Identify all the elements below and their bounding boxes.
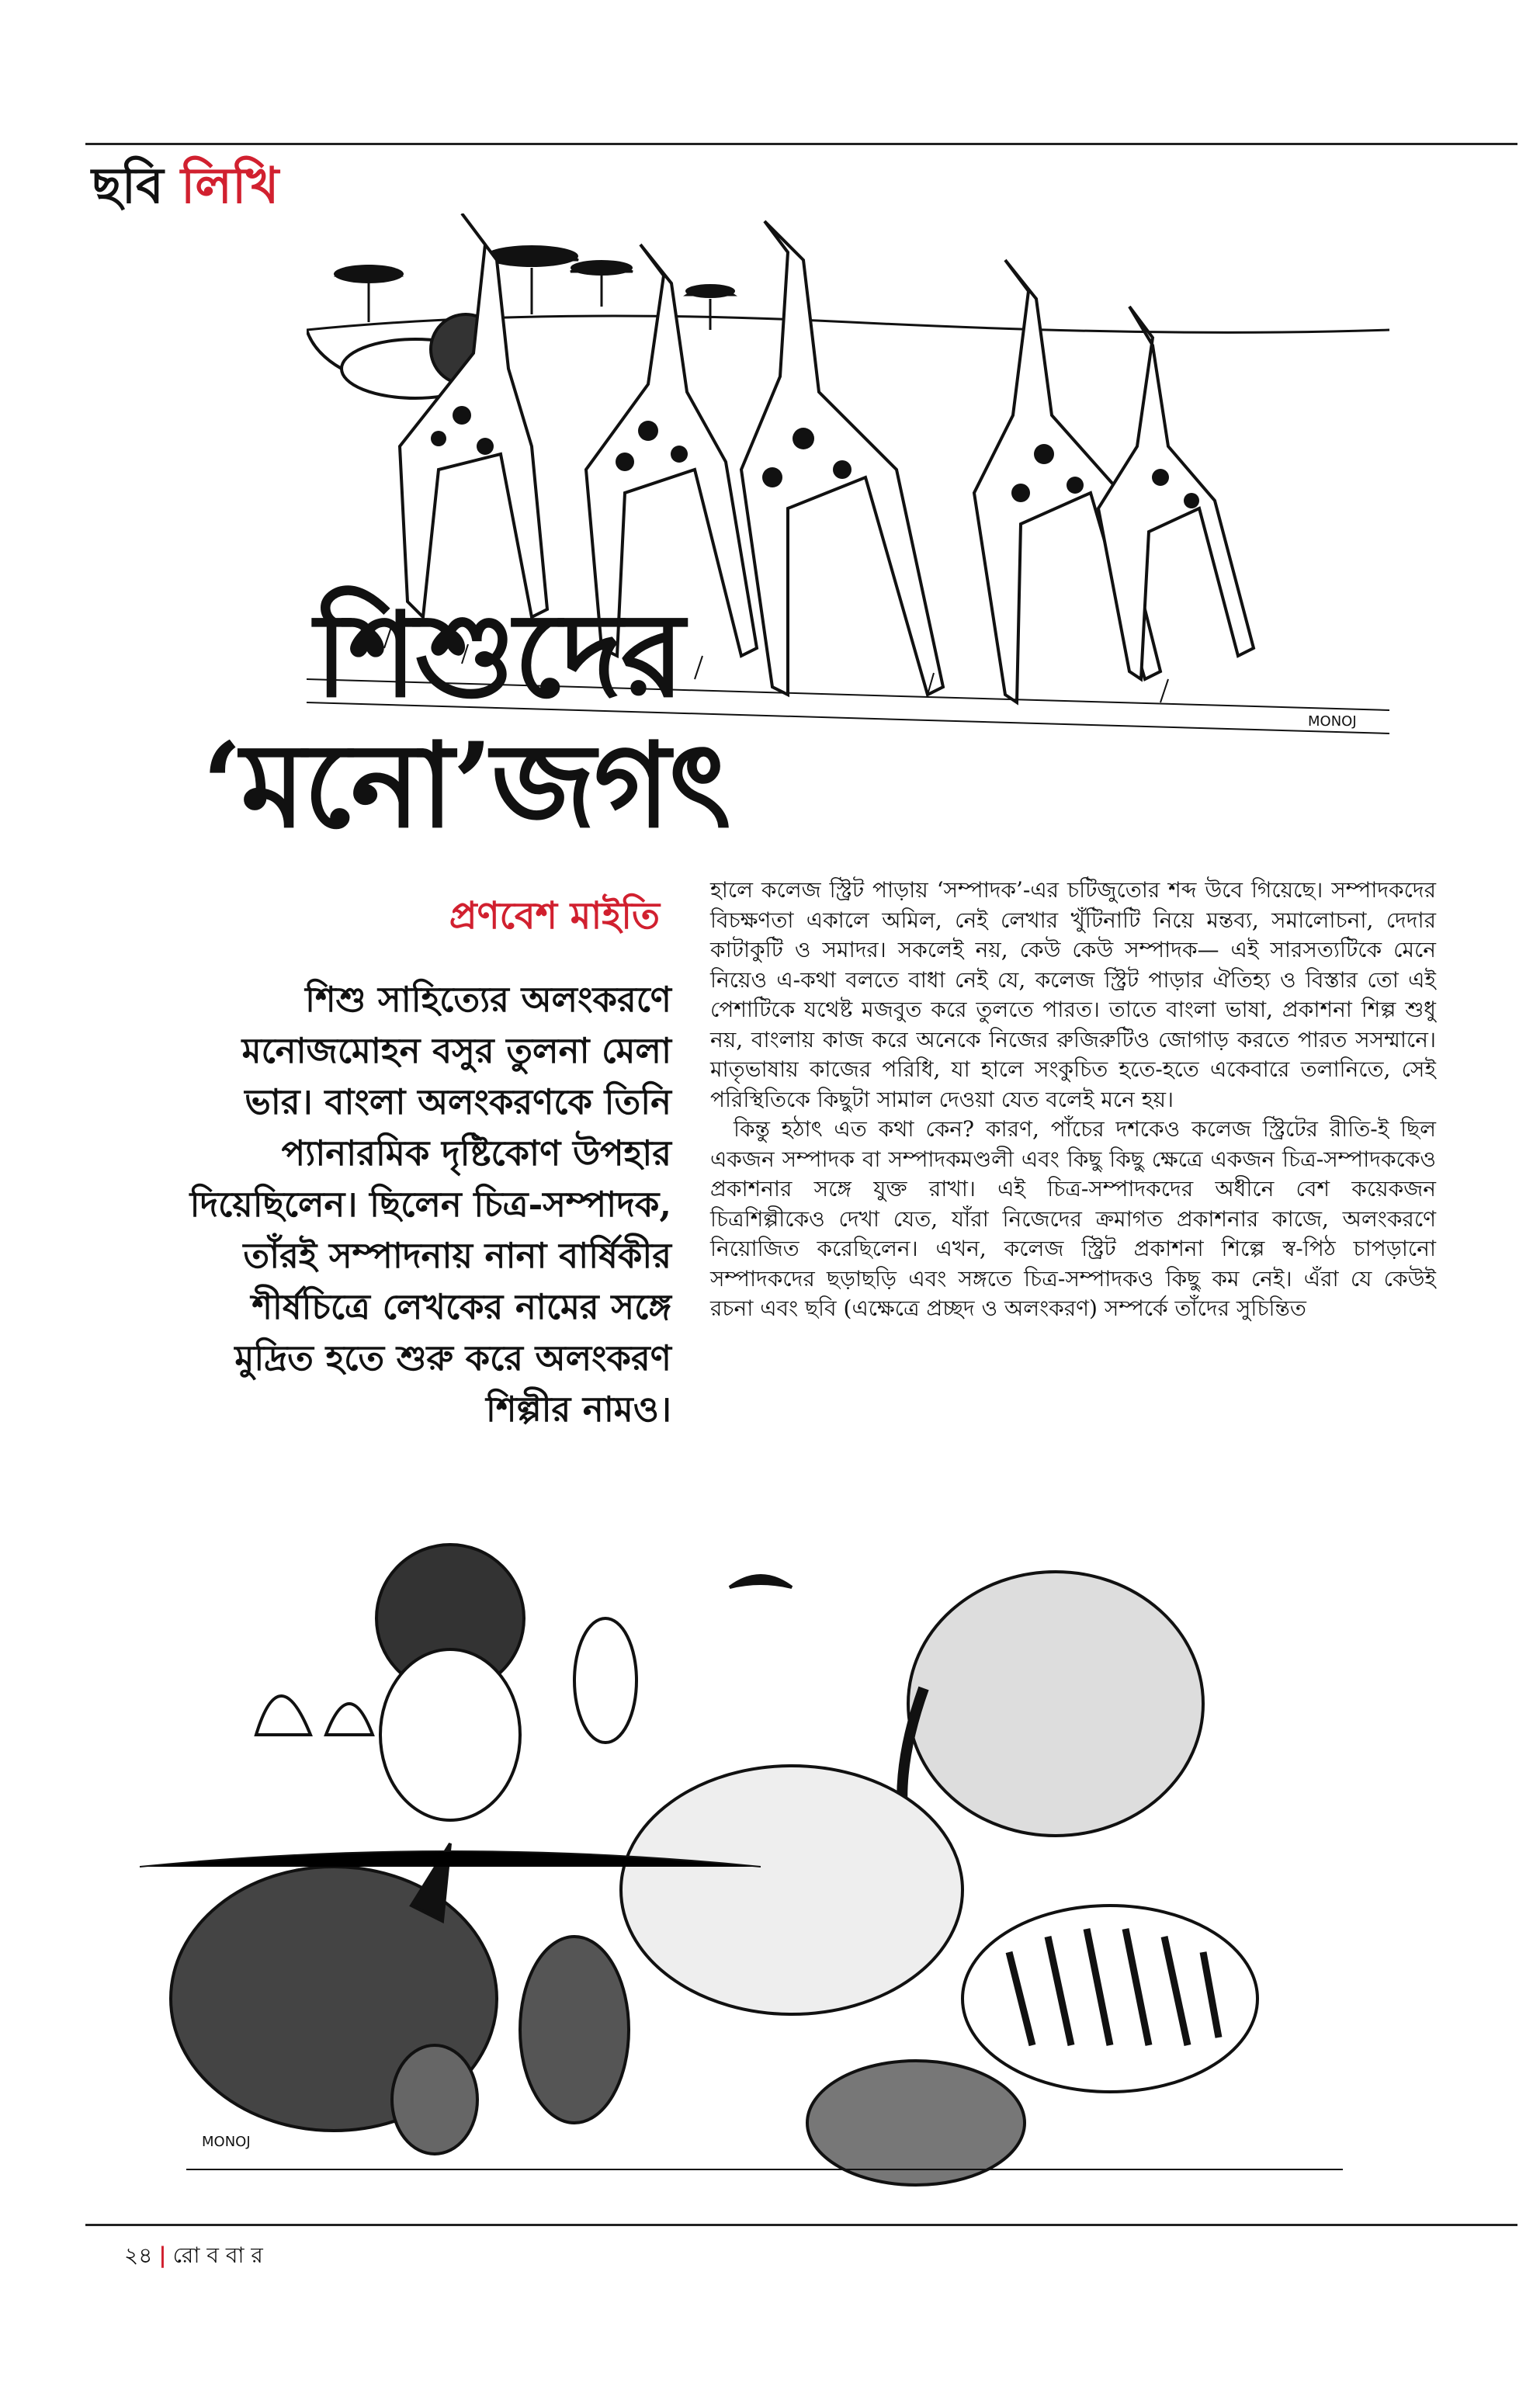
magazine-name: রো ব বা র [172,2242,263,2268]
headline-line2: ‘মনো’জগৎ [202,717,730,854]
section-label-part2: লিখি [181,157,279,215]
monkey-figure [392,2045,477,2154]
section-label-part1: ছবি [92,157,164,215]
hyena-figure [520,1937,629,2123]
lion-figure [376,1545,524,1820]
author-byline: প্রণবেশ মাইতি [449,894,660,938]
top-rule [85,143,1517,145]
buffalo-figure [621,1766,962,2014]
page-footer [124,2242,263,2270]
animals-gathering-illustration [140,1502,1389,2201]
bird-figure [730,1576,792,1587]
bottom-art-signature: MONOJ [202,2134,251,2150]
boar-figure [807,2061,1025,2185]
page-number: ২৪ [124,2242,153,2268]
footer-separator: | [158,2242,167,2268]
headline-line1: শিশুদের [314,587,683,723]
vulture-figures [256,1696,373,1735]
body-text [710,876,1436,1324]
body-paragraph-1: হালে কলেজ স্ট্রিট পাড়ায় ‘সম্পাদক’-এর চটিজুতোর শব্দ উবে গিয়েছে। সম্পাদকদের বিচক্ষণতা একালে অমিল, নেই লেখার খুঁটিনাটি নিয়ে মন্তব্য, সমালোচনা, দেদার কাটাকুটি ও সমাদর। সকলেই নয়, কেউ কেউ সম্পাদক— এই সারসত্যটিকে মেনে নিয়েও এ-কথা বলতে বাধা নেই যে, কলেজ স্ট্রিট পাড়ার ঐতিহ্য ও বিস্তার তো এই পেশাটিকে যথেষ্ট মজবুত করে তুলতে পারত। তাতে বাংলা ভাষা, প্রকাশনা শিল্প শুধু নয়, বাংলায় কাজ করে অনেকে নিজের রুজিরুটিও জোগাড় করতে পারত সসম্মানে। মাতৃভাষায় কাজের পরিধি, যা হালে সংকুচিত হতে-হতে একেবারে তলানিতে, সেই পরিস্থিতিকে কিছুটা সামাল দেওয়া যেত বলেই মনে হয়। [710,877,1436,1112]
elephant-figure [902,1572,1203,1867]
top-art-signature: MONOJ [1308,713,1357,730]
body-paragraph-2: কিন্তু হঠাৎ এত কথা কেন? কারণ, পাঁচের দশকেও কলেজ স্ট্রিটের রীতি-ই ছিল একজন সম্পাদক বা সম্পাদকমণ্ডলী এবং কিছু কিছু ক্ষেত্রে একজন চিত্র-সম্পাদককেও প্রকাশনার সঙ্গে যুক্ত রাখা। এই চিত্র-সম্পাদকদের অধীনে বেশ কয়েকজন চিত্রশিল্পীকেও দেখা যেত, যাঁরা নিজেদের ক্রমাগত প্রকাশনার কাজে, অলংকরণে নিয়োজিত করেছিলেন। এখন, কলেজ স্ট্রিট প্রকাশনা শিল্পে স্ব-পিঠ চাপড়ানো সম্পাদকদের ছড়াছড়ি এবং সঙ্গতে চিত্র-সম্পাদকও কিছু কম নেই। এঁরা যে কেউই রচনা এবং ছবি (এক্ষেত্রে প্রচ্ছদ ও অলংকরণ) সম্পর্কে তাঁদের সুচিন্তিত [710,1116,1436,1321]
intro-paragraph: শিশু সাহিত্যের অলংকরণে মনোজমোহন বসুর তুলনা মেলা ভার। বাংলা অলংকরণকে তিনি প্যানারমিক দৃষ্টিকোণ উপহার দিয়েছিলেন। ছিলেন চিত্র-সম্পাদক, তাঁরই সম্পাদনায় নানা বার্ষিকীর শীর্ষচিত্রে লেখকের নামের সঙ্গে মুদ্রিত হতে শুরু করে অলংকরণ শিল্পীর নামও। [189,979,671,1430]
section-label [92,155,279,217]
tiger-figure [962,1906,1257,2092]
bottom-rule [85,2224,1517,2226]
headline [202,587,730,854]
